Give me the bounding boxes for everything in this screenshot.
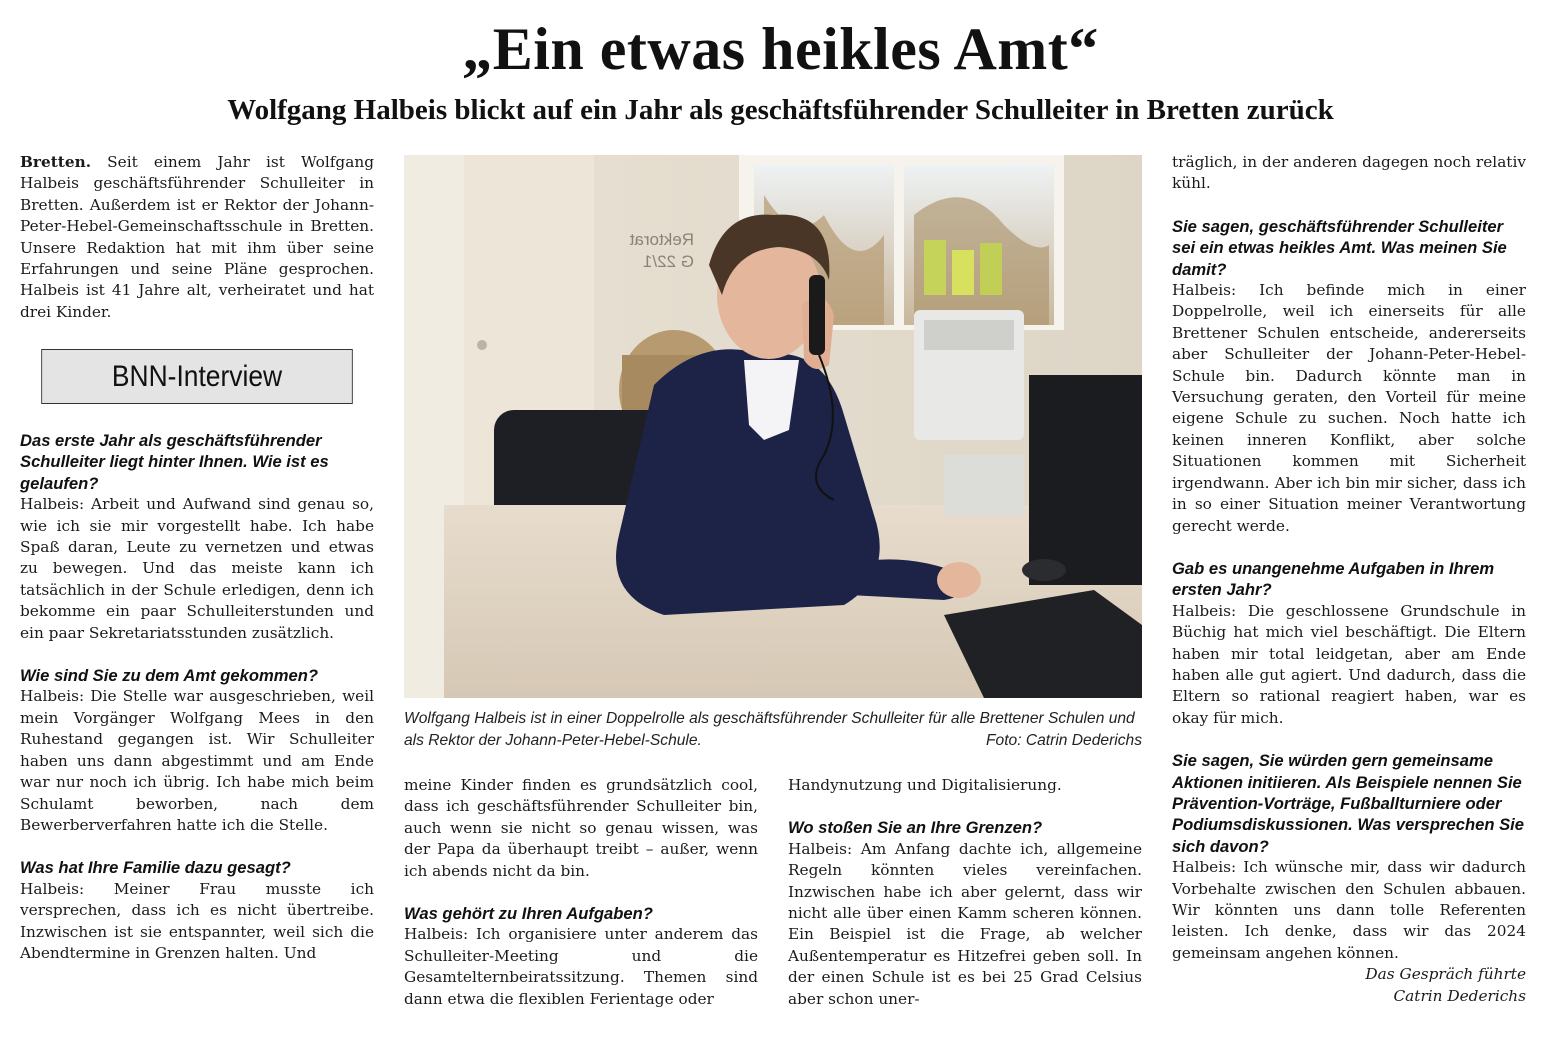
answer-8: Halbeis: Ich wünsche mir, dass wir dadurch Vorbehalte zwischen den Schulen abbauen. Wir könnten uns dann tolle Referenten leisten. Ich denke, dass wir das 2024 gemeinsam angehen können. xyxy=(1172,858,1526,962)
headline: „Ein etwas heikles Amt“ xyxy=(462,16,1099,82)
dateline: Bretten. xyxy=(20,153,92,171)
column-3 xyxy=(788,775,1142,1010)
signature-line-2: Catrin Dederichs xyxy=(1393,986,1526,1005)
answer-7: Halbeis: Die geschlossene Grundschule in Büchig hat mich viel beschäftigt. Die Eltern haben mir total leidgetan, aber am Ende haben alle gut agiert. Und dadurch, dass die Eltern so rational reagiert haben, war es okay für mich. xyxy=(1172,601,1526,727)
question-3: Was hat Ihre Familie dazu gesagt? xyxy=(20,858,291,878)
answer-1: Halbeis: Arbeit und Aufwand sind genau so, wie ich sie mir vorgestellt habe. Ich habe Spaß daran, Leute zu vernetzen und etwas zu bewegen. Und das meiste kann ich tatsächlich in der Schule erledigen, denn ich bekomme ein paar Schulleiterstunden und ein paar Sekretariatsstunden zusätzlich. xyxy=(20,495,374,642)
photo-caption xyxy=(404,708,1142,751)
answer-6: Halbeis: Ich befinde mich in einer Doppelrolle, weil ich einerseits für alle Brettener Schulen entscheide, andererseits aber Schulleiter der Johann-Peter-Hebel-Schule bin. Dadurch könnte man in Versuchung geraten, den Vorteil für meine eigene Schule zu suchen. Noch hatte ich keinen inneren Konflikt, aber solche Situationen kommen mit Sicherheit irgendwann. Aber ich bin mir sicher, dass ich in so einer Situation meiner Verantwortung gerecht werde. xyxy=(1172,281,1526,535)
subheadline: Wolfgang Halbeis blickt auf ein Jahr als geschäftsführender Schulleiter in Bretten zurück xyxy=(227,94,1334,126)
intro-paragraph xyxy=(20,152,374,323)
caption-text: Wolfgang Halbeis ist in einer Doppelrolle als geschäftsführender Schulleiter für alle Brettener Schulen und als Rektor der Johann-Peter-Hebel-Schule. xyxy=(404,710,1135,749)
answer-4-continued: Handynutzung und Digitalisierung. xyxy=(788,776,1062,794)
answer-3-continued: meine Kinder finden es grundsätzlich cool, dass ich geschäftsführender Schulleiter bin, auch wenn sie nicht so genau wissen, was der Papa da überhaupt treibt – außer, wenn ich abends nicht da bin. xyxy=(404,776,758,880)
intro-text: Seit einem Jahr ist Wolfgang Halbeis geschäftsführender Schulleiter in Bretten. Außerdem ist er Rektor der Johann-Peter-Hebel-Gemeinschaftsschule in Bretten. Unsere Redaktion hat mit ihm über seine Erfahrungen und seine Pläne gesprochen. Halbeis ist 41 Jahre alt, verheiratet und hat drei Kinder. xyxy=(20,153,374,321)
question-4: Was gehört zu Ihren Aufgaben? xyxy=(404,904,653,924)
question-1: Das erste Jahr als geschäftsführender Schulleiter liegt hinter Ihnen. Wie ist es gelaufen? xyxy=(20,431,329,493)
column-4 xyxy=(1172,152,1526,1007)
interview-box xyxy=(41,349,353,404)
photo-credit: Foto: Catrin Dederichs xyxy=(986,731,1142,749)
column-2 xyxy=(404,775,758,1010)
column-1 xyxy=(20,152,374,323)
answer-5-continued: träglich, in der anderen dagegen noch relativ kühl. xyxy=(1172,153,1526,193)
door-sign-line1: Rektorat xyxy=(629,230,694,249)
signature-line-1: Das Gespräch führte xyxy=(1365,965,1526,984)
door-sign-line2: G 22/1 xyxy=(642,252,694,271)
interview-box-label: BNN-Interview xyxy=(111,359,283,393)
answer-4: Halbeis: Ich organisiere unter anderem das Schulleiter-Meeting und die Gesamtelternbeiratssitzung. Themen sind dann etwa die flexiblen Ferientage oder xyxy=(404,925,758,1008)
answer-2: Halbeis: Die Stelle war ausgeschrieben, weil mein Vorgänger Wolfgang Mees in den Ruhestand gegangen ist. Wir Schulleiter haben uns dann abgestimmt und am Ende war nur noch ich übrig. Ich habe mich beim Schulamt beworben, nach dem Bewerberverfahren hatte ich die Stelle. xyxy=(20,687,374,834)
interview-photo xyxy=(404,155,1142,698)
column-1-interview xyxy=(20,412,374,964)
question-6: Sie sagen, geschäftsführender Schulleiter sei ein etwas heikles Amt. Was meinen Sie damit? xyxy=(1172,216,1507,279)
question-7: Gab es unangenehme Aufgaben in Ihrem ersten Jahr? xyxy=(1172,558,1495,600)
photo-illustration xyxy=(404,155,1142,698)
answer-3: Halbeis: Meiner Frau musste ich versprechen, dass ich es nicht übertreibe. Inzwischen ist sie entspannter, weil sich die Abendtermine in Grenzen halten. Und xyxy=(20,879,374,962)
answer-5: Halbeis: Am Anfang dachte ich, allgemeine Regeln könnten vieles vereinfachen. Inzwischen habe ich aber gelernt, dass wir nicht alle über einen Kamm scheren können. Ein Beispiel ist die Frage, ab welcher Außentemperatur es Hitzefrei geben soll. In der einen Schule ist es bei 25 Grad Celsius aber schon uner- xyxy=(788,839,1142,1008)
question-5: Wo stoßen Sie an Ihre Grenzen? xyxy=(788,818,1043,838)
question-2: Wie sind Sie zu dem Amt gekommen? xyxy=(20,666,318,686)
question-8: Sie sagen, Sie würden gern gemeinsame Aktionen initiieren. Als Beispiele nennen Sie Prävention-Vorträge, Fußballturniere oder Podiumsdiskussionen. Was versprechen Sie sich davon? xyxy=(1172,751,1524,856)
